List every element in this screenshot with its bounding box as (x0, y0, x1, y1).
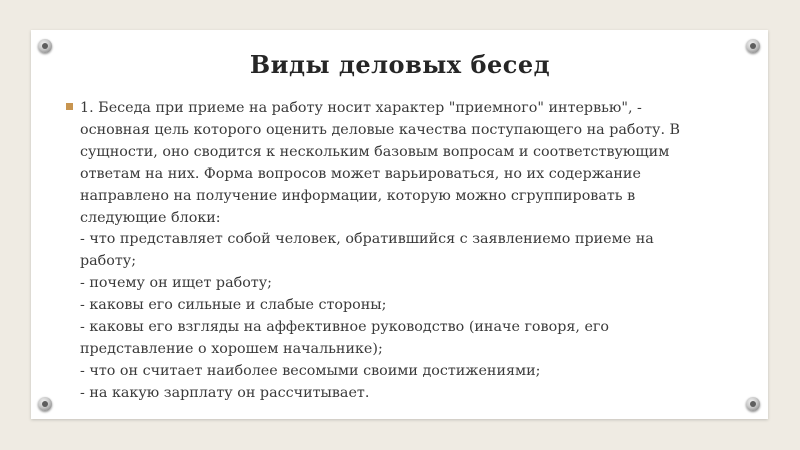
pushpin-icon (746, 397, 760, 411)
slide-body (66, 98, 746, 405)
body-text: 1. Беседа при приеме на работу носит характер "приемного" интервью", - основная цель которого оценить деловые качества поступающего на работу. В сущности, оно сводится к нескольким базовым вопросам и соответствующим ответам на них. Форма вопросов может варьироваться, но их содержание направлено на получение информации, которую можно сгруппировать в следующие блоки: - что представляет собой человек, обратившийся с заявлениемо приеме на работу; - почему он ищет работу; - каковы его сильные и слабые стороны; - каковы его взгляды на аффективное руководство (иначе говоря, его представление о хорошем начальнике); - что он считает наиболее весомыми своими достижениями; - на какую зарплату он рассчитывает. (80, 100, 681, 401)
pushpin-icon (38, 397, 52, 411)
slide-title: Виды деловых бесед (249, 50, 551, 79)
bullet-icon (66, 103, 73, 110)
